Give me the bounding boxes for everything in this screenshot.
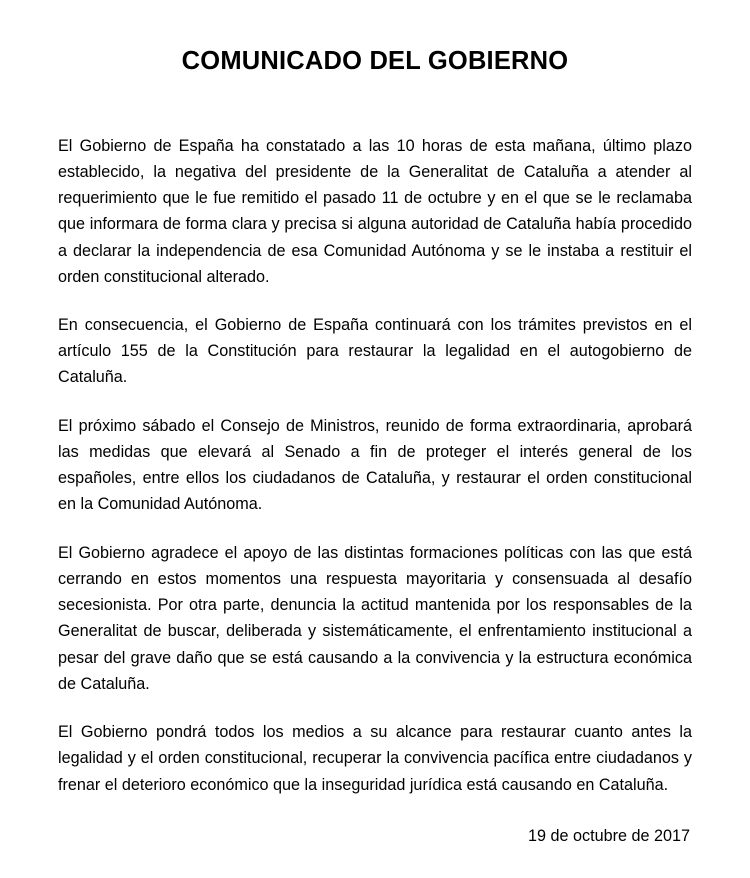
paragraph-2: En consecuencia, el Gobierno de España continuará con los trámites previstos en el artículo 155 de la Constitución para restaurar la legalidad en el autogobierno de Cataluña. [58, 316, 692, 387]
paragraph-1: El Gobierno de España ha constatado a las 10 horas de esta mañana, último plazo establecido, la negativa del presidente de la Generalitat de Cataluña a atender al requerimiento que le fue remitido el pasado 11 de octubre y en el que se le reclamaba que informara de forma clara y precisa si alguna autoridad de Cataluña había procedido a declarar la independencia de esa Comunidad Autónoma y se le instaba a restituir el orden constitucional alterado. [58, 136, 692, 286]
paragraph-5: El Gobierno pondrá todos los medios a su alcance para restaurar cuanto antes la legalidad y el orden constitucional, recuperar la convivencia pacífica entre ciudadanos y frenar el deterioro económico que la inseguridad jurídica está causando en Cataluña. [58, 723, 692, 794]
page-title: COMUNICADO DEL GOBIERNO [181, 47, 569, 75]
document-date: 19 de octubre de 2017 [527, 826, 690, 845]
document-body [58, 133, 692, 798]
paragraph-4: El Gobierno agradece el apoyo de las distintas formaciones políticas con las que está cerrando en estos momentos una respuesta mayoritaria y consensuada al desafío secesionista. Por otra parte, denuncia la actitud mantenida por los responsables de la Generalitat de buscar, deliberada y sistemáticamente, el enfrentamiento institucional a pesar del grave daño que se está causando a la convivencia y la estructura económica de Cataluña. [58, 543, 692, 693]
paragraph-3: El próximo sábado el Consejo de Ministros, reunido de forma extraordinaria, aprobará las medidas que elevará al Senado a fin de proteger el interés general de los españoles, entre ellos los ciudadanos de Cataluña, y restaurar el orden constitucional en la Comunidad Autónoma. [58, 416, 692, 514]
